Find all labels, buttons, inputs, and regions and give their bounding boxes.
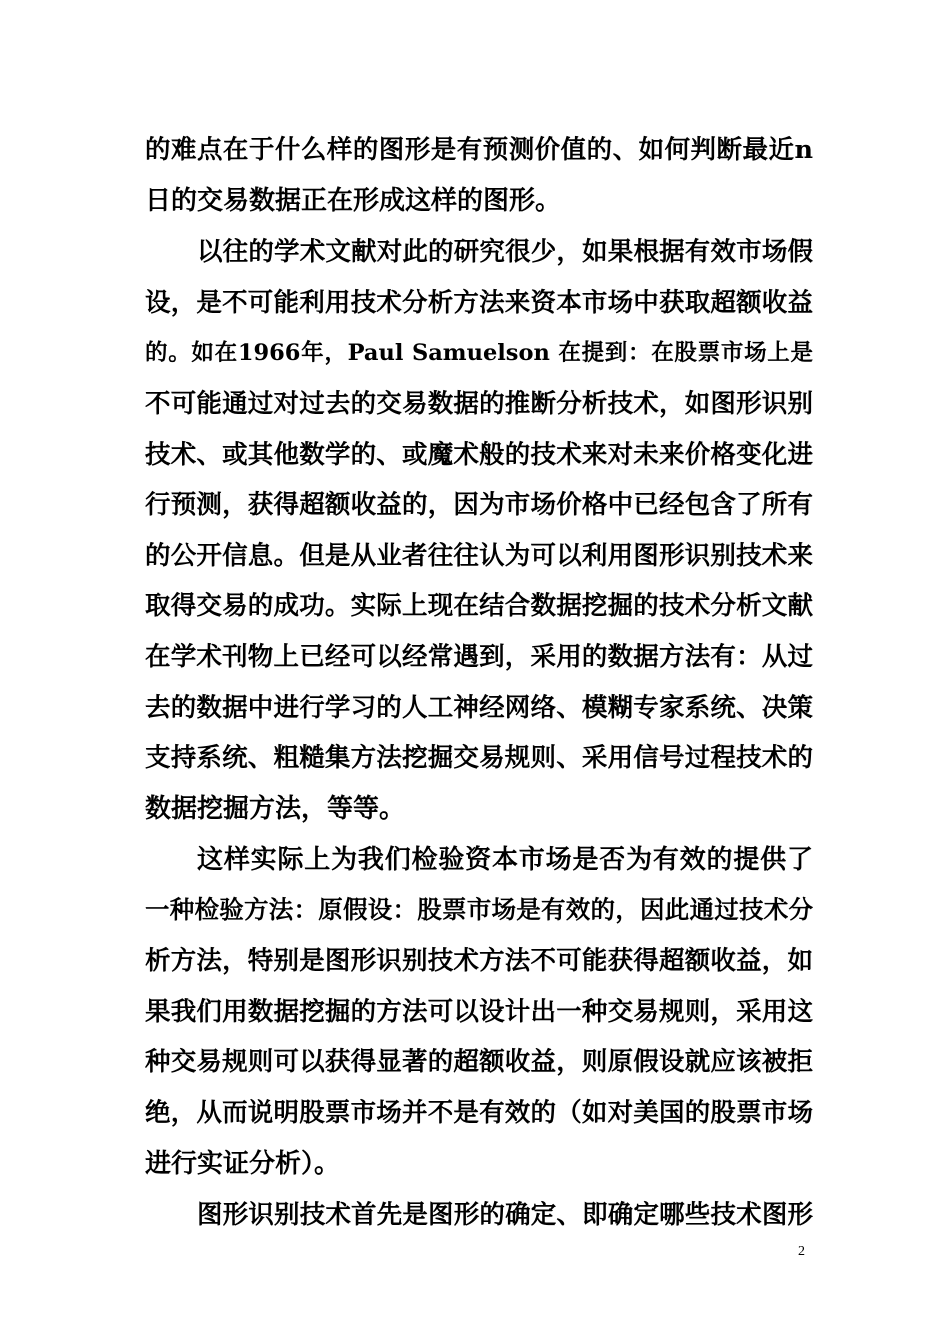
page-number: 2 <box>798 1244 805 1259</box>
text-line: 进行实证分析）。 <box>145 1149 341 1179</box>
text-line: 图形识别技术首先是图形的确定、即确定哪些技术图形 <box>197 1200 813 1230</box>
text-line: 的。如在1966年，Paul Samuelson 在提到：在股票市场上是 <box>145 340 813 366</box>
text-line: 以往的学术文献对此的研究很少，如果根据有效市场假 <box>197 237 813 267</box>
text-line: 取得交易的成功。实际上现在结合数据挖掘的技术分析文献 <box>145 591 813 621</box>
text-line: 数据挖掘方法，等等。 <box>145 794 406 824</box>
text-line: 不可能通过对过去的交易数据的推断分析技术，如图形识别 <box>145 389 813 419</box>
text-line: 绝，从而说明股票市场并不是有效的（如对美国的股票市场 <box>145 1098 813 1128</box>
text-line: 去的数据中进行学习的人工神经网络、模糊专家系统、决策 <box>145 693 813 723</box>
text-line: 在学术刊物上已经可以经常遇到，采用的数据方法有：从过 <box>145 642 813 672</box>
text-line: 的难点在于什么样的图形是有预测价值的、如何判断最近n <box>145 135 813 165</box>
text-line: 析方法，特别是图形识别技术方法不可能获得超额收益，如 <box>145 946 813 976</box>
text-line: 的公开信息。但是从业者往往认为可以利用图形识别技术来 <box>145 541 813 571</box>
text-line: 果我们用数据挖掘的方法可以设计出一种交易规则，采用这 <box>145 997 813 1027</box>
text-line: 支持系统、粗糙集方法挖掘交易规则、采用信号过程技术的 <box>145 743 813 773</box>
text-line: 日的交易数据正在形成这样的图形。 <box>145 186 562 216</box>
text-line: 技术、或其他数学的、或魔术般的技术来对未来价格变化进 <box>145 440 813 470</box>
text-line: 一种检验方法：原假设：股票市场是有效的，因此通过技术分 <box>145 895 813 924</box>
text-line: 行预测，获得超额收益的，因为市场价格中已经包含了所有 <box>145 490 813 520</box>
text-line: 这样实际上为我们检验资本市场是否为有效的提供了 <box>197 845 813 875</box>
text-line: 设，是不可能利用技术分析方法来资本市场中获取超额收益 <box>145 288 813 318</box>
text-line: 种交易规则可以获得显著的超额收益，则原假设就应该被拒 <box>145 1047 813 1077</box>
